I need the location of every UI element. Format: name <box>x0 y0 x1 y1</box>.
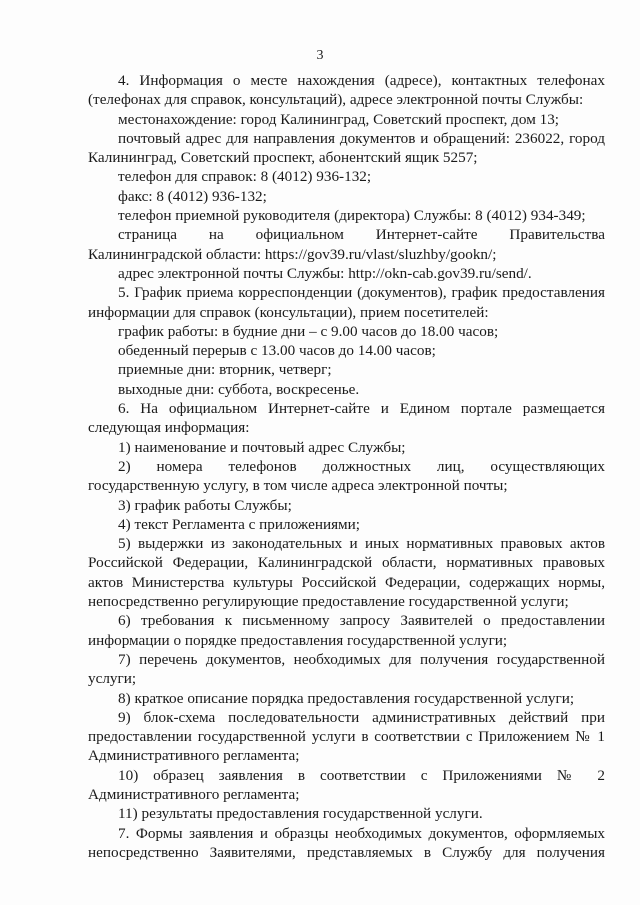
document-body <box>88 71 605 862</box>
paragraph: обеденный перерыв с 13.00 часов до 14.00 часов; <box>118 342 436 360</box>
paragraph: телефон приемной руководителя (директора) Службы: 8 (4012) 934-349; <box>118 207 586 225</box>
paragraph: 9) блок-схема последовательности административных действий при предоставлении государственной услуги в соответствии с Приложением № 1 Административного регламента; <box>88 708 605 765</box>
paragraph: 10) образец заявления в соответствии с Приложениями № 2 Административного регламента; <box>88 766 605 803</box>
paragraph: 8) краткое описание порядка предоставления государственной услуги; <box>118 689 575 707</box>
paragraph: выходные дни: суббота, воскресенье. <box>118 380 360 398</box>
page-number: 3 <box>316 48 324 63</box>
paragraph: 3) график работы Службы; <box>118 496 292 514</box>
paragraph: факс: 8 (4012) 936-132; <box>118 187 267 205</box>
paragraph: местонахождение: город Калининград, Советский проспект, дом 13; <box>118 110 560 128</box>
paragraph: телефон для справок: 8 (4012) 936-132; <box>118 168 372 186</box>
paragraph: 4) текст Регламента с приложениями; <box>118 515 361 533</box>
paragraph: страница на официальном Интернет-сайте Правительства Калининградской области: https://gov39.ru/vlast/sluzhby/gookn/; <box>88 226 605 263</box>
paragraph: 5) выдержки из законодательных и иных нормативных правовых актов Российской Федерации, Калининградской области, нормативных правовых актов Министерства культуры Российской Федерации, содержащих нормы, непосредственно регулирующие предоставление государственной услуги; <box>88 535 605 611</box>
paragraph: 7) перечень документов, необходимых для получения государственной услуги; <box>88 650 605 688</box>
paragraph: график работы: в будние дни – с 9.00 часов до 18.00 часов; <box>118 322 499 340</box>
paragraph: 11) результаты предоставления государственной услуги. <box>118 805 483 823</box>
paragraph: 4. Информация о месте нахождения (адресе), контактных телефонах (телефонах для справок, консультаций), адресе электронной почты Службы: <box>88 72 605 109</box>
paragraph: 1) наименование и почтовый адрес Службы; <box>118 438 406 456</box>
paragraph: 7. Формы заявления и образцы необходимых документов, оформляемых непосредственно Заявителями, представляемых в Службу для получения <box>88 824 605 861</box>
paragraph: адрес электронной почты Службы: http://okn-cab.gov39.ru/send/. <box>118 264 532 282</box>
paragraph: 6. На официальном Интернет-сайте и Едином портале размещается следующая информация: <box>88 400 605 437</box>
paragraph: 5. График приема корреспонденции (документов), график предоставления информации для справок (консультации), прием посетителей: <box>88 284 605 321</box>
paragraph: 6) требования к письменному запросу Заявителей о предоставлении информации о порядке предоставления государственной услуги; <box>88 612 605 649</box>
paragraph: 2) номера телефонов должностных лиц, осуществляющих государственную услугу, в том числе адреса электронной почты; <box>88 457 605 495</box>
paragraph: почтовый адрес для направления документов и обращений: 236022, город Калининград, Советский проспект, абонентский ящик 5257; <box>88 129 605 167</box>
paragraph: приемные дни: вторник, четверг; <box>118 361 332 379</box>
